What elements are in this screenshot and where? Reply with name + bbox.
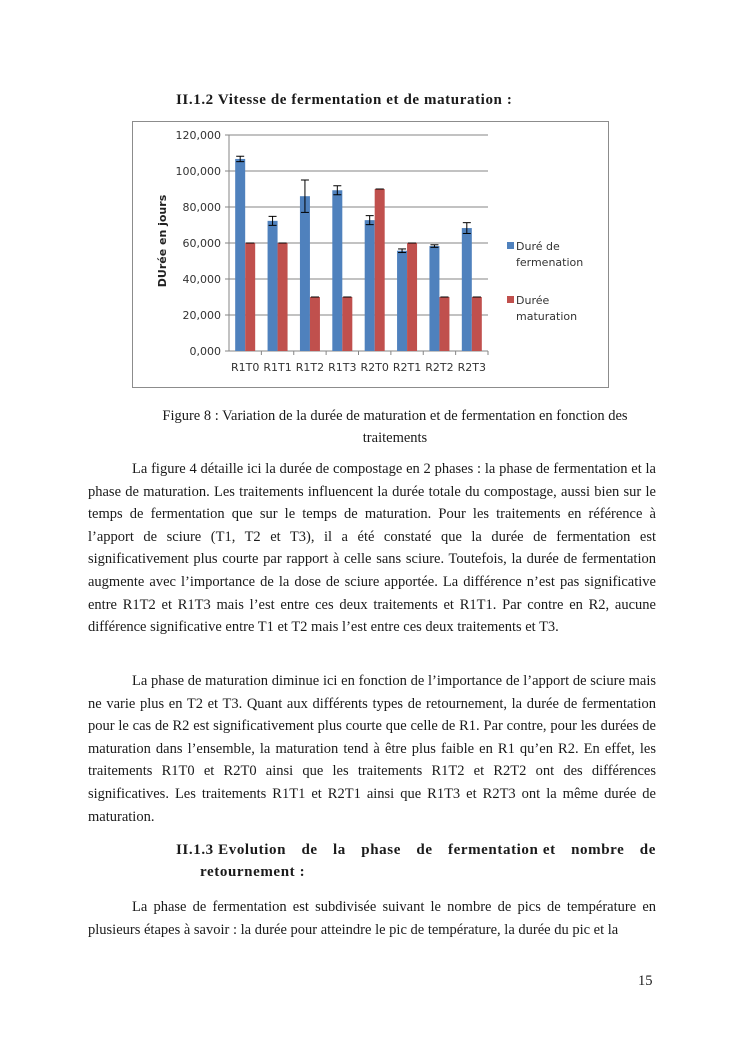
bar-maturation [407,243,417,351]
bar-fermentation [332,190,342,351]
y-tick-label: 60,000 [182,237,221,250]
y-tick-label: 100,000 [175,165,221,178]
caption-line-1: Figure 8 : Variation de la durée de maturation et de fermentation en fonction des [162,408,628,424]
x-tick-label: R1T0 [231,361,260,374]
bar-fermentation [397,251,407,351]
figure-caption [110,405,680,449]
section-heading: II.1.2 Vitesse de fermentation et de maturation : [176,92,513,108]
paragraph-3-text: La phase de fermentation est subdivisée suivant le nombre de pics de température en plusieurs étapes à savoir : la durée pour atteindre le pic de température, la durée du pic et la [88,899,656,938]
bar-maturation [245,243,255,351]
legend-label: Duré de [516,240,560,253]
chart-svg [133,122,610,389]
heading-word: II.1.3 Evolution [176,842,287,858]
section-heading-2 [176,839,656,883]
heading-word: de [416,842,433,858]
heading-word: de [639,842,656,858]
heading-word: de [301,842,318,858]
heading-word: nombre [571,842,625,858]
bar-maturation [310,297,320,351]
chart [132,121,609,388]
bar-fermentation [268,221,278,351]
bar-fermentation [235,159,245,351]
heading-word: phase [361,842,401,858]
legend-label: maturation [516,310,578,323]
y-tick-label: 0,000 [189,345,221,358]
x-tick-label: R1T3 [328,361,357,374]
bar-fermentation [462,228,472,351]
legend-swatch [507,242,514,249]
y-tick-label: 80,000 [182,201,221,214]
legend-label: fermenation [516,256,584,269]
paragraph-1 [88,458,656,639]
x-tick-label: R1T1 [263,361,292,374]
heading-word: fermentation et [447,842,556,858]
section-heading-2-line-2: retournement : [200,864,306,880]
paragraph-2-text: La phase de maturation diminue ici en fonction de l’importance de l’apport de sciure mais ne varie plus en T2 et T3. Quant aux différents types de retournement, la durée de fermentation pour le cas de R2 est significativement plus courte que celle de R1. Par contre, pour les durées de maturation dans l’ensemble, la maturation tend à être plus faible en R1 qu’en R2. En effet, les traitements R1T0 et R2T0 ainsi que les traitements R1T2 et R2T2 ont des différences significatives. Les traitements R1T1 et R2T1 ainsi que R1T3 et R2T3 ont la même durée de maturation. [88,673,656,825]
legend-label: Durée [516,294,550,307]
x-tick-label: R2T2 [425,361,454,374]
page-number: 15 [638,973,653,989]
bar-maturation [375,189,385,351]
bar-maturation [342,297,352,351]
paragraph-1-text: La figure 4 détaille ici la durée de compostage en 2 phases : la phase de fermentation et la phase de maturation. Les traitements influencent la durée totale du compostage, aussi bien sur le temps de fermentation que sur le temps de maturation. Pour les traitements en référence à l’apport de sciure (T1, T2 et T3), il a été constaté que la durée de fermentation est significativement plus courte par rapport à celle sans sciure. Toutefois, la durée de fermentation augmente avec l’importance de la dose de sciure apportée. La différence n’est pas significative entre R1T2 et R1T3 mais l’est entre ces deux traitements et R1T1. Par contre en R2, aucune différence significative entre T1 et T2 mais l’est entre ces deux traitements et T3. [88,461,656,636]
paragraph-3 [88,896,656,941]
section-heading-2-line-1 [176,839,656,861]
bar-fermentation [429,246,439,351]
bar-maturation [472,297,482,351]
x-tick-label: R2T1 [392,361,422,374]
bar-fermentation [300,196,310,351]
x-tick-label: R1T2 [295,361,325,374]
bar-maturation [278,243,288,351]
y-axis-label: DUrée en jours [156,194,169,288]
heading-word: la [333,842,346,858]
x-tick-label: R2T3 [457,361,486,374]
caption-line-2: traitements [362,430,428,446]
bar-fermentation [365,220,375,351]
bar-maturation [439,297,449,351]
x-tick-label: R2T0 [360,361,389,374]
y-tick-label: 20,000 [182,309,221,322]
paragraph-2 [88,670,656,828]
y-tick-label: 120,000 [175,129,221,142]
y-tick-label: 40,000 [182,273,221,286]
legend-swatch [507,296,514,303]
